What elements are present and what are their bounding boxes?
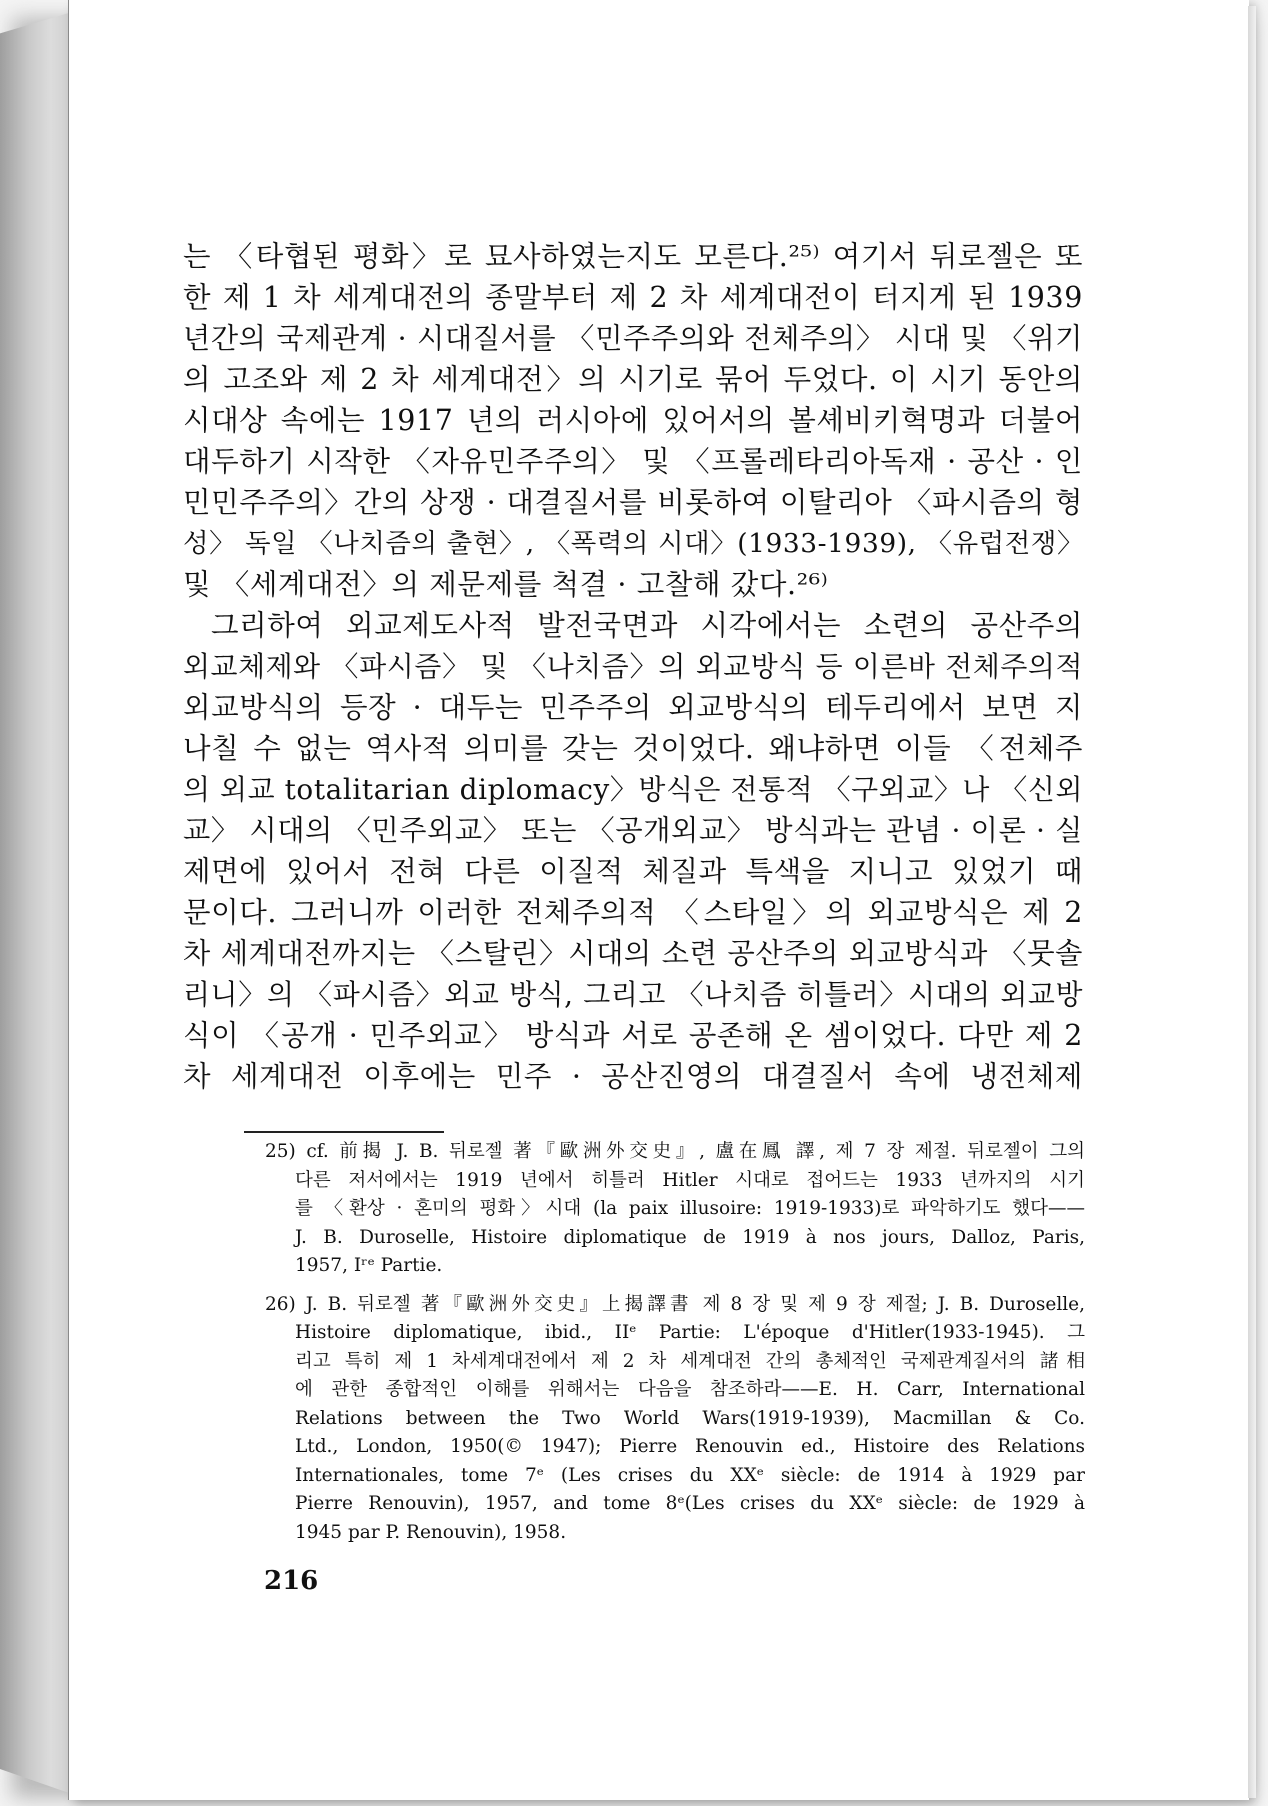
footnote-line: Pierre Renouvin), 1957, and tome 8ᵉ(Les crises du XXᵉ siècle: de 1929 à — [295, 1493, 1085, 1514]
page-edge — [1248, 6, 1256, 1798]
body-line: 의 외교 totalitarian diplomacy〉방식은 전통적 〈구외교〉나 〈신외 — [183, 773, 1083, 806]
body-line: 나칠 수 없는 역사적 의미를 갖는 것이었다. 왜냐하면 이들 〈전체주 — [183, 732, 1083, 765]
body-line: 교〉 시대의 〈민주외교〉 또는 〈공개외교〉 방식과는 관념 · 이론 · 실 — [183, 814, 1083, 847]
body-line: 한 제 1 차 세계대전의 종말부터 제 2 차 세계대전이 터지게 된 1939 — [183, 281, 1083, 314]
body-line: 의 고조와 제 2 차 세계대전〉의 시기로 묶어 두었다. 이 시기 동안의 — [183, 363, 1083, 396]
page-number: 216 — [264, 1566, 319, 1596]
footnote-line: 1945 par P. Renouvin), 1958. — [295, 1521, 567, 1543]
footnote-line: Internationales, tome 7ᵉ (Les crises du XXᵉ siècle: de 1914 à 1929 par — [295, 1464, 1085, 1486]
footnote-line: 26) J. B. 뒤로젤 著『歐洲外交史』上揭譯書 제 8 장 및 제 9 장 제절; J. B. Duroselle, — [265, 1293, 1085, 1315]
body-line: 시대상 속에는 1917 년의 러시아에 있어서의 볼셰비키혁명과 더불어 — [183, 404, 1083, 437]
footnote-line: 25) cf. 前揭 J. B. 뒤로젤 著『歐洲外交史』, 盧在鳳 譯, 제 7 장 제절. 뒤로젤이 그의 — [265, 1141, 1085, 1162]
footnote-rule — [244, 1131, 444, 1133]
body-line: 차 세계대전까지는 〈스탈린〉시대의 소련 공산주의 외교방식과 〈뭇솔 — [183, 937, 1083, 970]
book-spine — [0, 12, 72, 1794]
body-line: 민민주주의〉간의 상쟁 · 대결질서를 비롯하여 이탈리아 〈파시즘의 형 — [183, 486, 1083, 519]
body-line: 문이다. 그러니까 이러한 전체주의적 〈스타일〉의 외교방식은 제 2 — [183, 896, 1083, 929]
body-line: 년간의 국제관계 · 시대질서를 〈민주주의와 전체주의〉 시대 및 〈위기 — [183, 322, 1083, 355]
footnote-line: 에 관한 종합적인 이해를 위해서는 다음을 참조하라——E. H. Carr, International — [295, 1379, 1085, 1400]
footnote-line: Relations between the Two World Wars(1919-1939), Macmillan & Co. — [295, 1407, 1085, 1429]
body-line: 외교방식의 등장 · 대두는 민주주의 외교방식의 테두리에서 보면 지 — [183, 691, 1083, 724]
body-line: 및 〈세계대전〉의 제문제를 척결 · 고찰해 갔다.²⁶⁾ — [183, 568, 829, 601]
body-line: 대두하기 시작한 〈자유민주주의〉 및 〈프롤레타리아독재 · 공산 · 인 — [183, 445, 1083, 478]
body-line: 리니〉의 〈파시즘〉외교 방식, 그리고 〈나치즘 히틀러〉시대의 외교방 — [183, 978, 1083, 1011]
body-line: 차 세계대전 이후에는 민주 · 공산진영의 대결질서 속에 냉전체제 — [183, 1060, 1083, 1093]
body-line: 제면에 있어서 전혀 다른 이질적 체질과 특색을 지니고 있었기 때 — [183, 855, 1083, 888]
footnote-line: 다른 저서에서는 1919 년에서 히틀러 Hitler 시대로 접어드는 1933 년까지의 시기 — [295, 1169, 1085, 1191]
footnote-line: 리고 특히 제 1 차세계대전에서 제 2 차 세계대전 간의 총체적인 국제관계질서의 諸相 — [295, 1350, 1085, 1372]
body-line: 는 〈타협된 평화〉로 묘사하였는지도 모른다.²⁵⁾ 여기서 뒤로젤은 또 — [183, 240, 1083, 273]
footnote-line: J. B. Duroselle, Histoire diplomatique de 1919 à nos jours, Dalloz, Paris, — [295, 1226, 1085, 1248]
footnote-line: Ltd., London, 1950(© 1947); Pierre Renouvin ed., Histoire des Relations — [295, 1436, 1085, 1457]
body-line: 외교체제와 〈파시즘〉 및 〈나치즘〉의 외교방식 등 이른바 전체주의적 — [183, 650, 1083, 683]
footnote-line: 1957, Iʳᵉ Partie. — [295, 1255, 443, 1276]
footnote-line: Histoire diplomatique, ibid., IIᵉ Partie: L'époque d'Hitler(1933-1945). 그 — [295, 1322, 1085, 1343]
body-line: 식이 〈공개 · 민주외교〉 방식과 서로 공존해 온 셈이었다. 다만 제 2 — [183, 1019, 1083, 1052]
body-text — [183, 236, 1083, 1097]
body-line: 성〉 독일 〈나치즘의 출현〉, 〈폭력의 시대〉(1933-1939), 〈유럽전쟁〉 — [183, 528, 1084, 559]
footnotes — [265, 1138, 1085, 1547]
body-line: 그리하여 외교제도사적 발전국면과 시각에서는 소련의 공산주의 — [211, 609, 1083, 642]
footnote-line: 를 〈환상 · 혼미의 평화〉시대 (la paix illusoire: 1919-1933)로 파악하기도 했다—— — [295, 1198, 1085, 1219]
